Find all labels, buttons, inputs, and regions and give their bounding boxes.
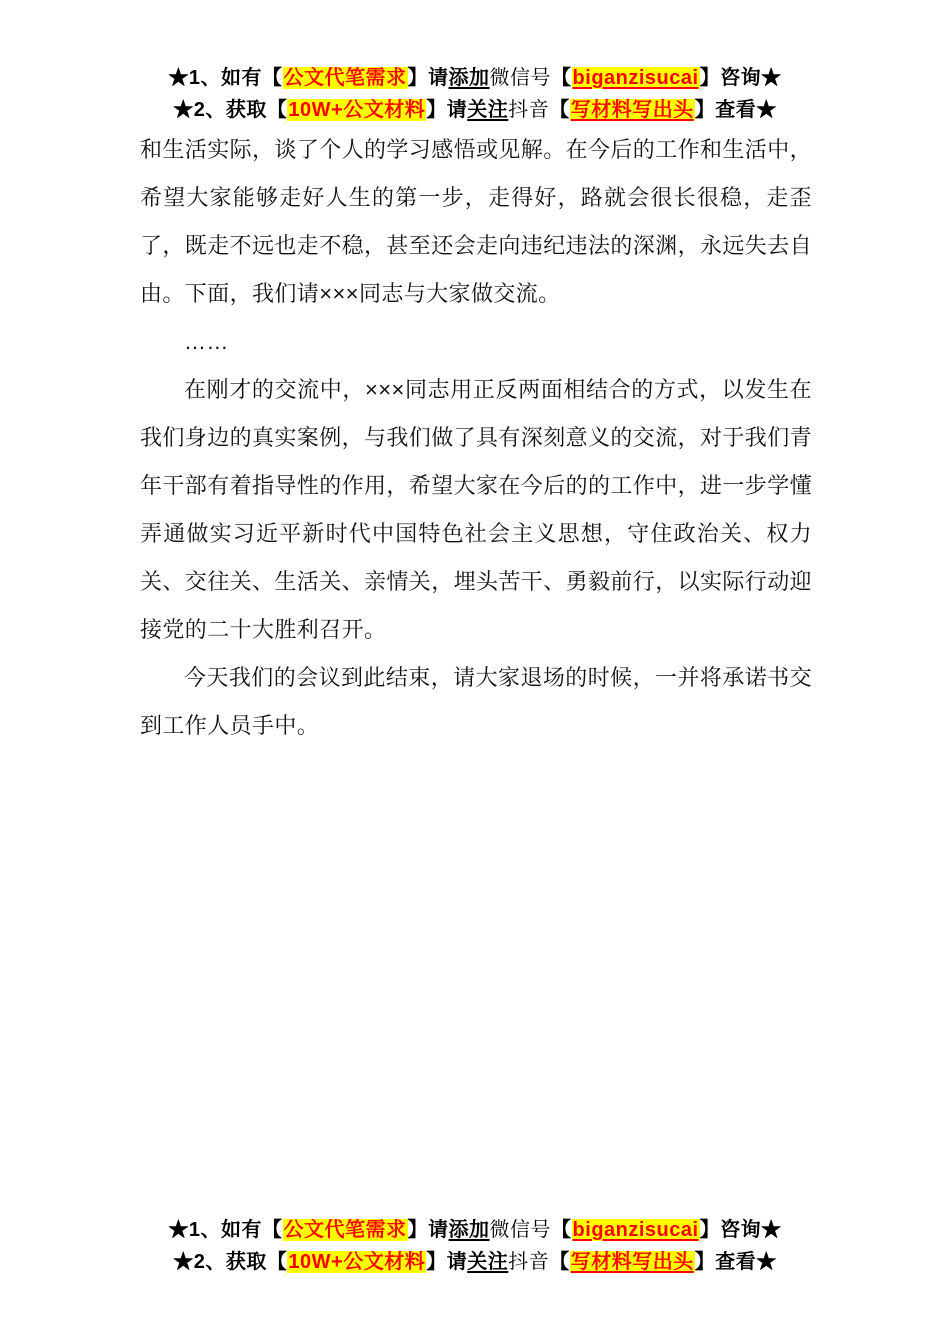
- promo2-underline-follow: 关注: [467, 1251, 509, 1273]
- promo2-prefix: ★2、获取【: [173, 99, 288, 121]
- promo1-bracket-qing: 】请: [407, 1219, 449, 1241]
- promo-footer: [0, 1214, 950, 1278]
- promo2-open-bracket: 【: [549, 99, 570, 121]
- promo-header-line-2: [0, 94, 950, 126]
- paragraph-closing: 今天我们的会议到此结束，请大家退场的时候，一并将承诺书交到工作人员手中。: [140, 665, 812, 738]
- promo2-underline-follow: 关注: [467, 99, 509, 121]
- promo1-underline-add: 添加: [448, 67, 490, 89]
- promo1-highlight-service: 公文代笔需求: [283, 67, 407, 89]
- promo1-suffix: 】咨询★: [699, 1219, 782, 1241]
- promo2-douyin-label: 抖音: [508, 99, 550, 121]
- promo-header: [0, 0, 950, 126]
- promo2-highlight-materials: 10W+公文材料: [288, 99, 426, 121]
- promo2-douyin-id-highlight: 写材料写出头: [570, 99, 694, 121]
- promo2-highlight-materials: 10W+公文材料: [288, 1251, 426, 1273]
- promo1-open-bracket: 【: [551, 1219, 572, 1241]
- promo-footer-line-1: [0, 1214, 950, 1246]
- promo2-bracket-qing: 】请: [426, 99, 468, 121]
- promo2-douyin-id-highlight: 写材料写出头: [570, 1251, 694, 1273]
- promo-footer-line-2: [0, 1246, 950, 1278]
- promo1-prefix: ★1、如有【: [168, 1219, 283, 1241]
- promo1-highlight-service: 公文代笔需求: [283, 1219, 407, 1241]
- promo1-wechat-label: 微信号: [489, 67, 552, 89]
- promo2-suffix: 】查看★: [694, 1251, 777, 1273]
- promo2-bracket-qing: 】请: [426, 1251, 468, 1273]
- promo2-suffix: 】查看★: [694, 99, 777, 121]
- promo2-douyin-label: 抖音: [508, 1251, 550, 1273]
- promo1-prefix: ★1、如有【: [168, 67, 283, 89]
- promo1-suffix: 】咨询★: [699, 67, 782, 89]
- document-body: [0, 126, 950, 750]
- promo2-open-bracket: 【: [549, 1251, 570, 1273]
- paragraph-summary: 在刚才的交流中，×××同志用正反两面相结合的方式，以发生在我们身边的真实案例，与我们做了具有深刻意义的交流，对于我们青年干部有着指导性的作用，希望大家在今后的的工作中，进一步学懂弄通做实习近平新时代中国特色社会主义思想，守住政治关、权力关、交往关、生活关、亲情关，埋头苦干、勇毅前行，以实际行动迎接党的二十大胜利召开。: [140, 377, 813, 642]
- promo1-wechat-label: 微信号: [489, 1219, 552, 1241]
- promo1-wechat-id-highlight: biganzisucai: [572, 1219, 699, 1241]
- paragraph-continuation: 和生活实际，谈了个人的学习感悟或见解。在今后的工作和生活中，希望大家能够走好人生的第一步，走得好，路就会很长很稳，走歪了，既走不远也走不稳，甚至还会走向违纪违法的深渊，永远失去自由。下面，我们请×××同志与大家做交流。: [140, 137, 813, 306]
- promo1-open-bracket: 【: [551, 67, 572, 89]
- promo1-bracket-qing: 】请: [407, 67, 449, 89]
- promo1-wechat-id-highlight: biganzisucai: [572, 67, 699, 89]
- paragraph-ellipsis: ……: [184, 329, 229, 354]
- promo-header-line-1: [0, 62, 950, 94]
- promo1-underline-add: 添加: [448, 1219, 490, 1241]
- promo2-prefix: ★2、获取【: [173, 1251, 288, 1273]
